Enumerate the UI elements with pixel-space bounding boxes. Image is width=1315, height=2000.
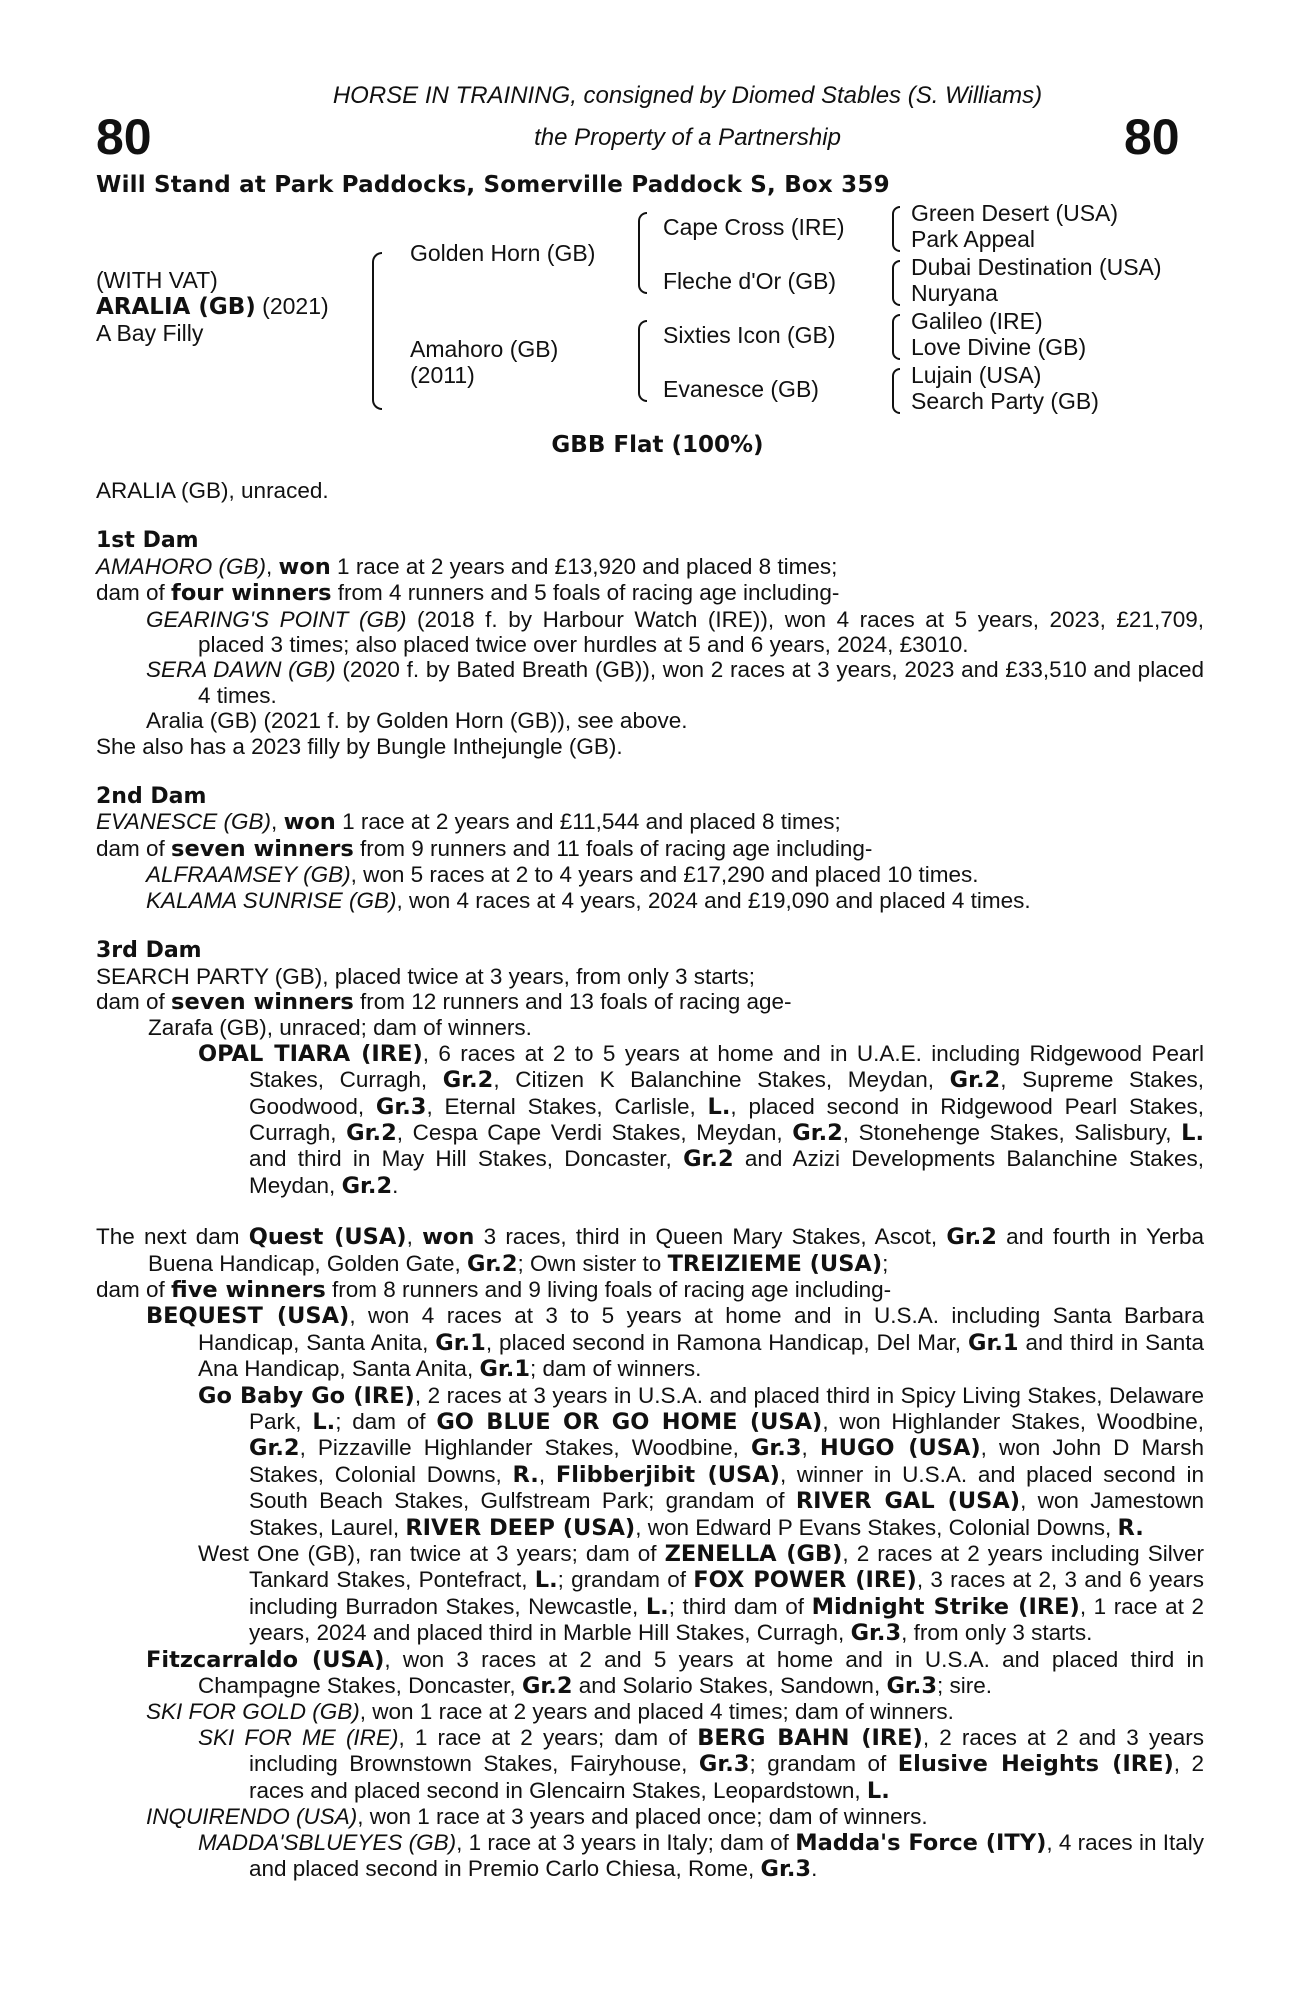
ds-sire: Galileo (IRE) — [911, 308, 1043, 334]
horse-description: A Bay Filly — [96, 320, 204, 346]
third-dam-produce: dam of seven winners from 12 runners and 13 foals of racing age- — [96, 988, 792, 1015]
produce-entry: SKI FOR ME (IRE), 1 race at 2 years; dam of BERG BAHN (IRE), 2 races at 2 and 3 years including Brownstown Stakes, Fairyhouse, Gr.3; grandam of Elusive Heights (IRE), 2 races and placed second in Glencairn Stakes, Leopardstown, L. — [198, 1724, 1204, 1804]
first-dam-heading: 1st Dam — [96, 528, 199, 554]
dam-brace — [638, 320, 647, 402]
produce-entry: Fitzcarraldo (USA), won 3 races at 2 and 5 years at home and in U.S.A. and placed third in Champagne Stakes, Doncaster, Gr.2 and Solario Stakes, Sandown, Gr.3; sire. — [146, 1646, 1204, 1700]
produce-entry: SKI FOR GOLD (GB), won 1 race at 2 years and placed 4 times; dam of winners. — [146, 1699, 954, 1725]
sire: Golden Horn (GB) — [410, 240, 596, 266]
sd-dam: Nuryana — [911, 280, 998, 306]
stand-location: Will Stand at Park Paddocks, Somerville Paddock S, Box 359 — [96, 172, 890, 198]
ss-dam: Park Appeal — [911, 226, 1036, 252]
horse-name: ARALIA (GB) — [96, 294, 256, 320]
produce-entry: BEQUEST (USA), won 4 races at 3 to 5 years at home and in U.S.A. including Santa Barbara Handicap, Santa Anita, Gr.1, placed second in Ramona Handicap, Del Mar, Gr.1 and third in Santa Ana Handicap, Santa Anita, Gr.1; dam of winners. — [146, 1303, 1204, 1383]
dd-dam: Search Party (GB) — [911, 388, 1099, 414]
next-dam-produce: dam of five winners from 8 runners and 9 living foals of racing age including- — [96, 1276, 892, 1303]
second-dam-heading: 2nd Dam — [96, 784, 207, 810]
sire-dam: Fleche d'Or (GB) — [663, 268, 837, 294]
unraced-line: ARALIA (GB), unraced. — [96, 478, 329, 503]
dd-brace — [892, 368, 900, 414]
produce-entry: GEARING'S POINT (GB) (2018 f. by Harbour Watch (IRE)), won 4 races at 5 years, 2023, £21,709, placed 3 times; also placed twice over hurdles at 5 and 6 years, 2024, £3010. — [146, 606, 1204, 658]
produce-entry: INQUIRENDO (USA), won 1 race at 3 years and placed once; dam of winners. — [146, 1804, 928, 1830]
produce-entry: MADDA'SBLUEYES (GB), 1 race at 3 years in Italy; dam of Madda's Force (ITY), 4 races in Italy and placed second in Premio Carlo Chiesa, Rome, Gr.3. — [198, 1829, 1204, 1882]
produce-entry: West One (GB), ran twice at 3 years; dam of ZENELLA (GB), 2 races at 2 years including Silver Tankard Stakes, Pontefract, L.; grandam of FOX POWER (IRE), 3 races at 2, 3 and 6 years including Burradon Stakes, Newcastle, L.; third dam of Midnight Strike (IRE), 1 race at 2 years, 2024 and placed third in Marble Hill Stakes, Curragh, Gr.3, from only 3 starts. — [198, 1541, 1205, 1647]
pedigree-table — [0, 200, 1315, 430]
produce-entry: Zarafa (GB), unraced; dam of winners. — [148, 1015, 532, 1041]
ss-brace — [892, 206, 900, 252]
consignor-line: HORSE IN TRAINING, consigned by Diomed Stables (S. Williams) — [332, 82, 1043, 109]
catalogue-body — [96, 478, 1204, 1882]
produce-entry: SERA DAWN (GB) (2020 f. by Bated Breath (GB)), won 2 races at 3 years, 2023 and £33,510 and placed 4 times. — [146, 657, 1204, 708]
also-line: She also has a 2023 filly by Bungle Inthejungle (GB). — [96, 733, 623, 759]
ds-dam: Love Divine (GB) — [911, 334, 1087, 360]
first-dam-line: AMAHORO (GB), won 1 race at 2 years and £13,920 and placed 8 times; — [96, 553, 838, 580]
dam-year: (2011) — [410, 362, 475, 388]
dam-dam: Evanesce (GB) — [663, 376, 819, 402]
vat-label: (WITH VAT) — [96, 267, 218, 293]
produce-entry: KALAMA SUNRISE (GB), won 4 races at 4 years, 2024 and £19,090 and placed 4 times. — [146, 887, 1031, 913]
property-line: the Property of a Partnership — [534, 124, 841, 151]
third-dam-line: SEARCH PARTY (GB), placed twice at 3 years, from only 3 starts; — [96, 963, 755, 989]
produce-entry: OPAL TIARA (IRE), 6 races at 2 to 5 years at home and in U.A.E. including Ridgewood Pearl Stakes, Curragh, Gr.2, Citizen K Balanchine Stakes, Meydan, Gr.2, Supreme Stakes, Goodwood, Gr.3, Eternal Stakes, Carlisle, L., placed second in Ridgewood Pearl Stakes, Curragh, Gr.2, Cespa Cape Verdi Stakes, Meydan, Gr.2, Stonehenge Stakes, Salisbury, L. and third in May Hill Stakes, Doncaster, Gr.2 and Azizi Developments Balanchine Stakes, Meydan, Gr.2. — [198, 1040, 1205, 1199]
ds-brace — [892, 314, 900, 360]
dam: Amahoro (GB) — [410, 336, 559, 362]
main-brace — [372, 252, 382, 410]
horse-name-line — [96, 293, 329, 320]
horse-year: (2021) — [255, 293, 329, 319]
dam-sire: Sixties Icon (GB) — [663, 322, 836, 348]
first-dam-produce: dam of four winners from 4 runners and 5 foals of racing age including- — [96, 580, 840, 607]
sire-sire: Cape Cross (IRE) — [663, 214, 845, 240]
produce-entry: ALFRAAMSEY (GB), won 5 races at 2 to 4 years and £17,290 and placed 10 times. — [146, 862, 979, 888]
lot-number-left: 80 — [96, 109, 152, 165]
produce-entry: Go Baby Go (IRE), 2 races at 3 years in U.S.A. and placed third in Spicy Living Stakes, Delaware Park, L.; dam of GO BLUE OR GO HOME (USA), won Highlander Stakes, Woodbine, Gr.2, Pizzaville Highlander Stakes, Woodbine, Gr.3, HUGO (USA), won John D Marsh Stakes, Colonial Downs, R., Flibberjibit (USA), winner in U.S.A. and placed second in South Beach Stakes, Gulfstream Park; grandam of RIVER GAL (USA), won Jamestown Stakes, Laurel, RIVER DEEP (USA), won Edward P Evans Stakes, Colonial Downs, R. — [198, 1382, 1205, 1541]
sire-brace — [638, 212, 647, 294]
rating-label: GBB Flat (100%) — [551, 432, 764, 458]
produce-entry: Aralia (GB) (2021 f. by Golden Horn (GB)), see above. — [146, 708, 688, 734]
ss-sire: Green Desert (USA) — [911, 200, 1119, 226]
dd-sire: Lujain (USA) — [911, 362, 1042, 388]
second-dam-line: EVANESCE (GB), won 1 race at 2 years and £11,544 and placed 8 times; — [96, 809, 841, 836]
sd-sire: Dubai Destination (USA) — [911, 254, 1162, 280]
third-dam-heading: 3rd Dam — [96, 938, 202, 964]
sd-brace — [892, 260, 900, 306]
next-dam-line: The next dam Quest (USA), won 3 races, third in Queen Mary Stakes, Ascot, Gr.2 and fourth in Yerba Buena Handicap, Golden Gate, Gr.2; Own sister to TREIZIEME (USA); — [96, 1224, 1204, 1277]
second-dam-produce: dam of seven winners from 9 runners and 11 foals of racing age including- — [96, 835, 873, 862]
lot-number-right: 80 — [1124, 109, 1180, 165]
